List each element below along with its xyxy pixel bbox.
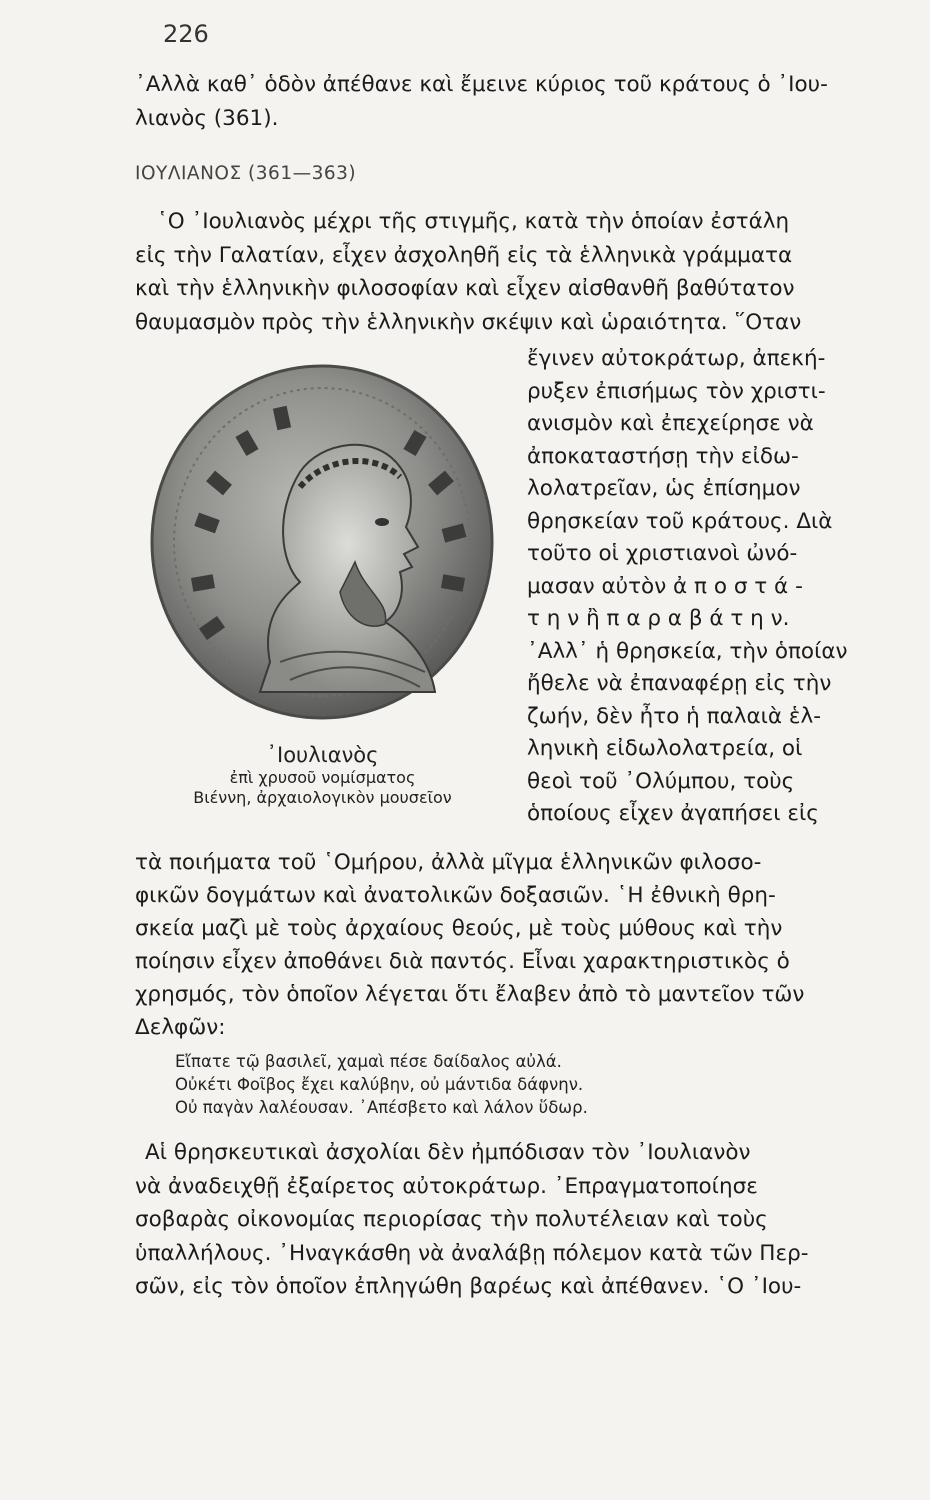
- text-line: εἰς τὴν Γαλατίαν, εἶχεν ἀσχοληθῆ εἰς τὰ ἑλληνικὰ γράμματα: [135, 242, 793, 268]
- oracle-quote: [175, 1050, 735, 1119]
- wrapped-text-column: [527, 343, 872, 831]
- text-line: ζωήν, δὲν ἦτο ἡ παλαιὰ ἑλ-: [527, 703, 822, 729]
- body-paragraph-bottom: [135, 846, 872, 1044]
- text-line: φικῶν δογμάτων καὶ ἀνατολικῶν δοξασιῶν. ῾Η ἐθνικὴ θρη-: [135, 883, 776, 908]
- text-line: θαυμασμὸν πρὸς τὴν ἑλληνικὴν σκέψιν καὶ ὡραιότητα. ῞Οταν: [135, 309, 802, 335]
- caption-line: Βιέννη, ἀρχαιολογικὸν μουσεῖον: [193, 788, 452, 807]
- text-line: σκεία μαζὶ μὲ τοὺς ἀρχαίους θεούς, μὲ τοὺς μύθους καὶ τὴν: [135, 916, 783, 941]
- text-line: μασαν αὐτὸν ἀ π ο σ τ ά -: [527, 573, 803, 599]
- text-line: λιανὸς (361).: [135, 106, 279, 131]
- text-line: τὰ ποιήματα τοῦ ῾Ομήρου, ἀλλὰ μῖγμα ἑλληνικῶν φιλοσο-: [135, 850, 762, 875]
- text-line: τοῦτο οἱ χριστιανοὶ ὠνό-: [527, 541, 798, 566]
- text-line: ἤθελε νὰ ἐπαναφέρῃ εἰς τὴν: [527, 671, 832, 696]
- text-line: σῶν, εἰς τὸν ὁποῖον ἐπληγώθη βαρέως καὶ ἀπέθανεν. ῾Ο ᾿Ιου-: [135, 1274, 802, 1299]
- text-line: ὑπαλλήλους. ᾿Ηναγκάσθη νὰ ἀναλάβῃ πόλεμον κατὰ τῶν Περ-: [135, 1240, 809, 1266]
- text-line: ἔγινεν αὐτοκράτωρ, ἀπεκή-: [527, 346, 826, 371]
- text-line: Αἱ θρησκευτικαὶ ἀσχολίαι δὲν ἠμπόδισαν τὸν ᾿Ιουλιανὸν: [145, 1140, 751, 1165]
- page-number: 226: [163, 20, 209, 48]
- text-line: νὰ ἀναδειχθῇ ἐξαίρετος αὐτοκράτωρ. ᾿Επραγματοποίησε: [135, 1173, 758, 1199]
- intro-paragraph: [135, 68, 872, 136]
- text-line: λολατρεῖαν, ὡς ἐπίσημον: [527, 476, 801, 501]
- text-line: ὁποίους εἶχεν ἀγαπήσει εἰς: [527, 801, 819, 826]
- coin-caption: [130, 742, 515, 808]
- text-line: ρυξεν ἐπισήμως τὸν χριστι-: [527, 378, 826, 404]
- caption-title: ᾿Ιουλιανὸς: [266, 743, 379, 767]
- text-line: Δελφῶν:: [135, 1015, 226, 1040]
- text-line: ᾿Αλλὰ καθ᾿ ὁδὸν ἀπέθανε καὶ ἔμεινε κύριος τοῦ κράτους ὁ ᾿Ιου-: [135, 72, 828, 97]
- closing-paragraph: [135, 1136, 872, 1304]
- text-line: σοβαρὰς οἰκονομίας περιορίσας τὴν πολυτέλειαν καὶ τοὺς: [135, 1207, 768, 1232]
- verse-line: Οὐ παγὰν λαλέουσαν. ᾿Απέσβετο καὶ λάλον ὕδωρ.: [175, 1098, 588, 1117]
- verse-line: Οὐκέτι Φοῖβος ἔχει καλύβην, οὐ μάντιδα δάφνην.: [175, 1075, 584, 1094]
- section-heading: ΙΟΥΛΙΑΝΟΣ (361—363): [135, 163, 357, 184]
- text-line: ῾Ο ᾿Ιουλιανὸς μέχρι τῆς στιγμῆς, κατὰ τὴν ὁποίαν ἐστάλη: [157, 209, 790, 234]
- caption-line: ἐπὶ χρυσοῦ νομίσματος: [229, 768, 416, 787]
- text-line: ποίησιν εἶχεν ἀποθάνει διὰ παντός. Εἶναι χαρακτηριστικὸς ὁ: [135, 949, 790, 974]
- text-line: ᾿Αλλ᾿ ἡ θρησκεία, τὴν ὁποίαν: [527, 638, 848, 664]
- text-line: καὶ τὴν ἑλληνικὴν φιλοσοφίαν καὶ εἶχεν αἰσθανθῆ βαθύτατον: [135, 276, 795, 301]
- text-line: ληνικὴ εἰδωλολατρεία, οἱ: [527, 736, 803, 761]
- text-line: ἀποκαταστήσῃ τὴν εἰδω-: [527, 443, 799, 469]
- text-line: χρησμός, τὸν ὁποῖον λέγεται ὅτι ἔλαβεν ἀπὸ τὸ μαντεῖον τῶν: [135, 982, 805, 1007]
- text-line: ανισμὸν καὶ ἐπεχείρησε νὰ: [527, 411, 814, 436]
- verse-line: Εἴπατε τῷ βασιλεῖ, χαμαὶ πέσε δαίδαλος αὐλά.: [175, 1052, 562, 1071]
- coin-image: [150, 362, 495, 722]
- body-paragraph-top: [135, 205, 872, 339]
- text-line: θεοὶ τοῦ ᾿Ολύμπου, τοὺς: [527, 768, 795, 794]
- text-line: θρησκείαν τοῦ κράτους. Διὰ: [527, 508, 833, 534]
- text-line: τ η ν ἢ π α ρ α β ά τ η ν.: [527, 606, 790, 631]
